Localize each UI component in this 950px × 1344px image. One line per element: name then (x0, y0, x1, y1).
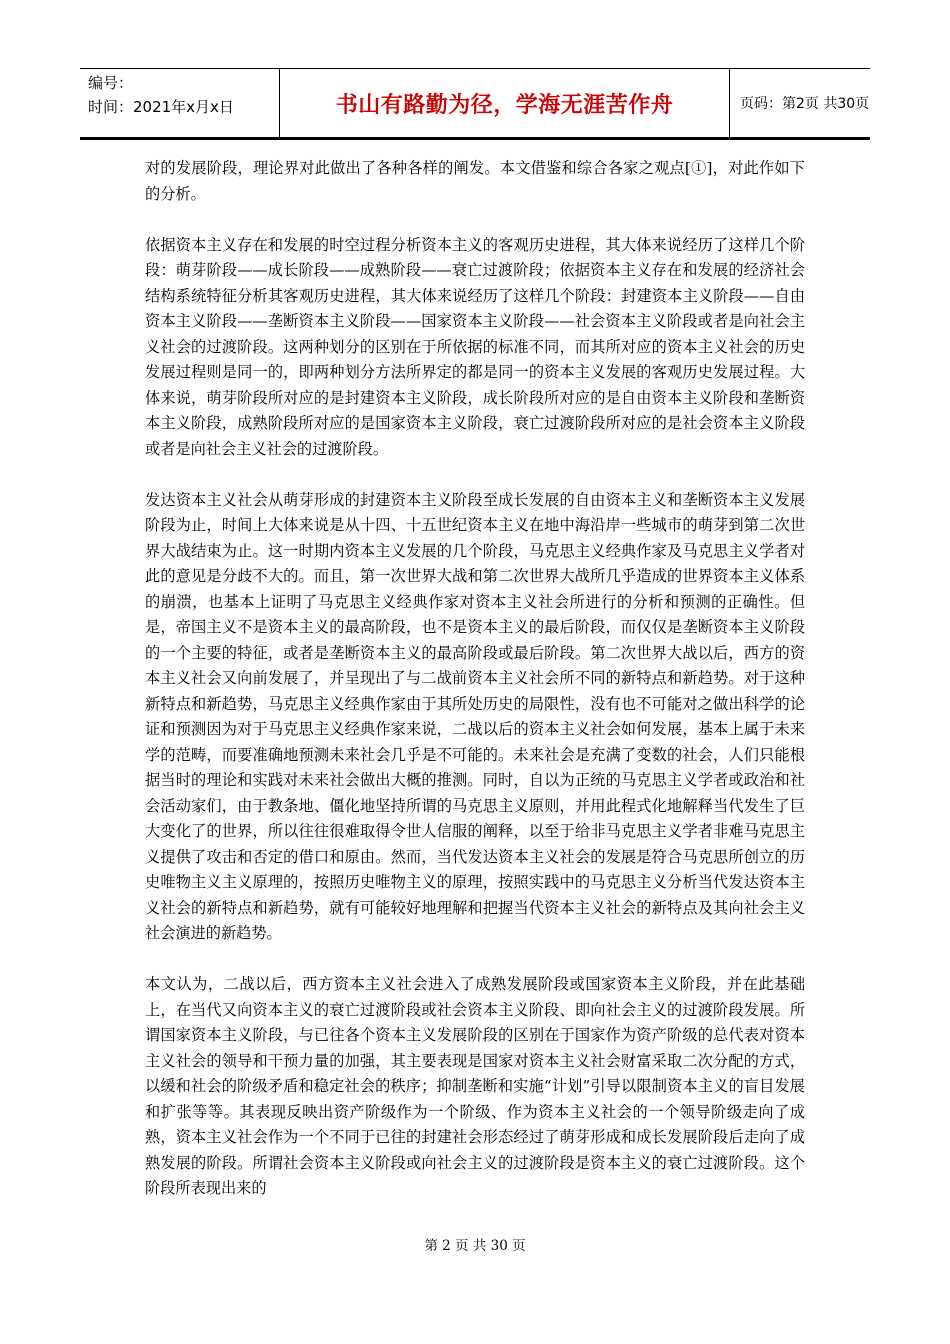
footer-page-number: 第 2 页 共 30 页 (424, 1238, 526, 1254)
header-page-number: 页码：第2页 共30页 (740, 96, 870, 112)
header-meta (80, 69, 280, 137)
document-body (145, 156, 805, 1227)
document-number-label: 编号： (88, 74, 134, 92)
page-footer (0, 1234, 950, 1254)
paragraph: 依据资本主义存在和发展的时空过程分析资本主义的客观历史进程，其大体来说经历了这样几个阶段：萌芽阶段——成长阶段——成熟阶段——衰亡过渡阶段；依据资本主义存在和发展的经济社会结构系统特征分析其客观历史进程，其大体来说经历了这样几个阶段：封建资本主义阶段——自由资本主义阶段——垄断资本主义阶段——国家资本主义阶段——社会资本主义阶段或者是向社会主义社会的过渡阶段。这两种划分的区别在于所依据的标准不同，而其所对应的资本主义社会的历史发展过程则是同一的，即两种划分方法所界定的都是同一的资本主义发展的客观历史发展过程。大体来说，萌芽阶段所对应的是封建资本主义阶段，成长阶段所对应的是自由资本主义阶段和垄断资本主义阶段，成熟阶段所对应的是国家资本主义阶段，衰亡过渡阶段所对应的是社会资本主义阶段或者是向社会主义社会的过渡阶段。 (145, 235, 805, 458)
header-motto: 书山有路勤为径，学海无涯苦作舟 (335, 92, 674, 118)
paragraph: 本文认为，二战以后，西方资本主义社会进入了成熟发展阶段或国家资本主义阶段，并在此基础上，在当代又向资本主义的衰亡过渡阶段或社会资本主义阶段、即向社会主义的过渡阶段发展。所谓国家资本主义阶段，与已往各个资本主义发展阶段的区别在于国家作为资产阶级的总代表对资本主义社会的领导和干预力量的加强，其主要表现是国家对资本主义社会财富采取二次分配的方式，以缓和社会的阶级矛盾和稳定社会的秩序；抑制垄断和实施“计划”引导以限制资本主义的盲目发展和扩张等等。其表现反映出资产阶级作为一个阶级、作为资本主义社会的一个领导阶级走向了成熟，资本主义社会作为一个不同于已往的封建社会形态经过了萌芽形成和成长发展阶段后走向了成熟发展的阶段。所谓社会资本主义阶段或向社会主义的过渡阶段是资本主义的衰亡过渡阶段。这个阶段所表现出来的 (145, 975, 805, 1197)
header-page-cell (730, 69, 870, 137)
document-time-label: 时间：2021年x月x日 (88, 98, 234, 116)
paragraph: 发达资本主义社会从萌芽形成的封建资本主义阶段至成长发展的自由资本主义和垄断资本主义发展阶段为止，时间上大体来说是从十四、十五世纪资本主义在地中海沿岸一些城市的萌芽到第二次世界大战结束为止。这一时期内资本主义发展的几个阶段，马克思主义经典作家及马克思主义学者对此的意见是分歧不大的。而且，第一次世界大战和第二次世界大战所几乎造成的世界资本主义体系的崩溃，也基本上证明了马克思主义经典作家对资本主义社会所进行的分析和预测的正确性。但是，帝国主义不是资本主义的最高阶段，也不是资本主义的最后阶段，而仅仅是垄断资本主义阶段的一个主要的特征，或者是垄断资本主义的最高阶段或最后阶段。第二次世界大战以后，西方的资本主义社会又向前发展了，并呈现出了与二战前资本主义社会所不同的新特点和新趋势。对于这种新特点和新趋势，马克思主义经典作家由于其所处历史的局限性，没有也不可能对之做出科学的论证和预测因为对于马克思主义经典作家来说，二战以后的资本主义社会如何发展，基本上属于未来学的范畴，而要准确地预测未来社会几乎是不可能的。未来社会是充满了变数的社会，人们只能根据当时的理论和实践对未来社会做出大概的推测。同时，自以为正统的马克思主义学者或政治和社会活动家们，由于教条地、僵化地坚持所谓的马克思主义原则，并用此程式化地解释当代发生了巨大变化了的世界，所以往往很难取得令世人信服的阐释，以至于给非马克思主义学者非难马克思主义提供了攻击和否定的借口和原由。然而，当代发达资本主义社会的发展是符合马克思所创立的历史唯物主义主义原理的，按照历史唯物主义的原理，按照实践中的马克思主义分析当代发达资本主义社会的新特点和新趋势，就有可能较好地理解和把握当代资本主义社会的新特点及其向社会主义社会演进的新趋势。 (145, 490, 805, 942)
page-header (80, 68, 870, 140)
header-motto-cell (280, 69, 730, 137)
paragraph: 对的发展阶段，理论界对此做出了各种各样的阐发。本文借鉴和综合各家之观点[①]，对此作如下的分析。 (145, 159, 805, 203)
